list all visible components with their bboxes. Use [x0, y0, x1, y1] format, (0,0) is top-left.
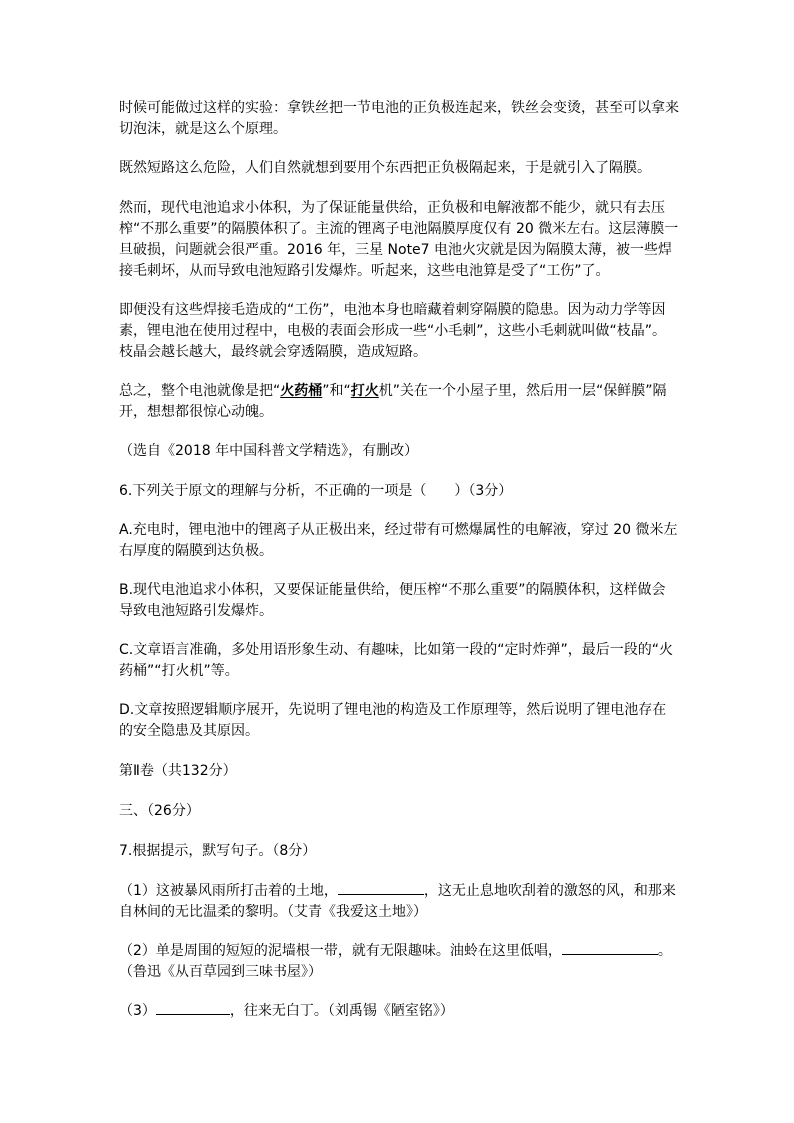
q7-item2-prefix: （2）单是周围的短短的泥墙根一带，就有无限趣味。油蛉在这里低唱，	[119, 943, 562, 959]
q7-item1-prefix: （1）这被暴风雨所打击着的土地，	[119, 883, 338, 899]
question-6-stem: 6.下列关于原文的理解与分析，不正确的一项是（ ）（3分）	[119, 483, 513, 499]
answer-blank-3[interactable]	[156, 1000, 230, 1015]
paragraph-summary	[119, 381, 679, 423]
q7-item3-prefix: （3）	[119, 1003, 156, 1019]
question-7-item-2	[119, 940, 679, 983]
summary-text-post: 机”关在一个小屋子里，然后用一层“保鲜膜”隔开，想想都很惊心动魄。	[119, 383, 667, 420]
source-note: （选自《2018 年中国科普文学精选》，有删改）	[119, 443, 419, 459]
paragraph-4: 即便没有这些焊接毛造成的“工伤”，电池本身也暗藏着刺穿隔膜的隐患。因为动力学等因素，锂电池在使用过程中，电极的表面会形成一些“小毛刺”，这些小毛刺就叫做“枝晶”。枝晶会越长越大，最终就会穿透隔膜，造成短路。	[119, 302, 667, 360]
paragraph-1: 时候可能做过这样的实验：拿铁丝把一节电池的正负极连起来，铁丝会变烫，甚至可以拿来切泡沫，就是这么个原理。	[119, 100, 679, 137]
section-title: 第Ⅱ卷（共132分）	[119, 763, 237, 779]
q7-item1-suffix: ，这无止息地吹刮着的激怒的风，和那来自林间的无比温柔的黎明。（艾青《我爱这土地》）	[119, 883, 676, 920]
q7-item3-suffix: ，往来无白丁。（刘禹锡《陋室铭》）	[229, 1003, 454, 1019]
question-7-item-3	[119, 1000, 679, 1022]
question-6-option-a: A.充电时，锂电池中的锂离子从正极出来，经过带有可燃爆属性的电解液，穿过 20 微米左右厚度的隔膜到达负极。	[119, 522, 678, 559]
summary-text-mid: ”和“	[322, 383, 351, 399]
answer-blank-1[interactable]	[338, 880, 424, 895]
summary-bold-gunpowder: 火药桶	[280, 383, 323, 399]
question-6-option-b: B.现代电池追求小体积，又要保证能量供给，便压榨“不那么重要”的隔膜体积，这样做会导致电池短路引发爆炸。	[119, 582, 666, 619]
q7-item2-suffix: 。（鲁迅《从百草园到三味书屋》）	[119, 943, 672, 980]
answer-blank-2[interactable]	[562, 940, 658, 955]
question-6-option-d: D.文章按照逻辑顺序展开，先说明了锂电池的构造及工作原理等，然后说明了锂电池存在的安全隐患及其原因。	[119, 702, 667, 739]
paragraph-2: 既然短路这么危险，人们自然就想到要用个东西把正负极隔起来，于是就引入了隔膜。	[119, 160, 651, 176]
question-7-item-1	[119, 880, 679, 923]
question-7-stem: 7.根据提示，默写句子。（8分）	[119, 843, 317, 859]
summary-bold-lighter: 打火	[350, 383, 379, 399]
paragraph-3: 然而，现代电池追求小体积，为了保证能量供给，正负极和电解液都不能少，就只有去压榨“不那么重要”的隔膜体积了。主流的锂离子电池隔膜厚度仅有 20 微米左右。这层薄膜一旦破损，问题就会很严重。2016 年，三星 Note7 电池火灾就是因为隔膜太薄，被一些焊接毛刺坏，从而导致电池短路引发爆炸。听起来，这些电池算是受了“工伤”了。	[119, 200, 679, 279]
part-three-heading: 三、（26分）	[119, 803, 200, 819]
summary-text-pre: 总之，整个电池就像是把“	[119, 383, 281, 399]
question-6-option-c: C.文章语言准确，多处用语形象生动、有趣味，比如第一段的“定时炸弹”，最后一段的“火药桶”“打火机”等。	[119, 642, 673, 679]
